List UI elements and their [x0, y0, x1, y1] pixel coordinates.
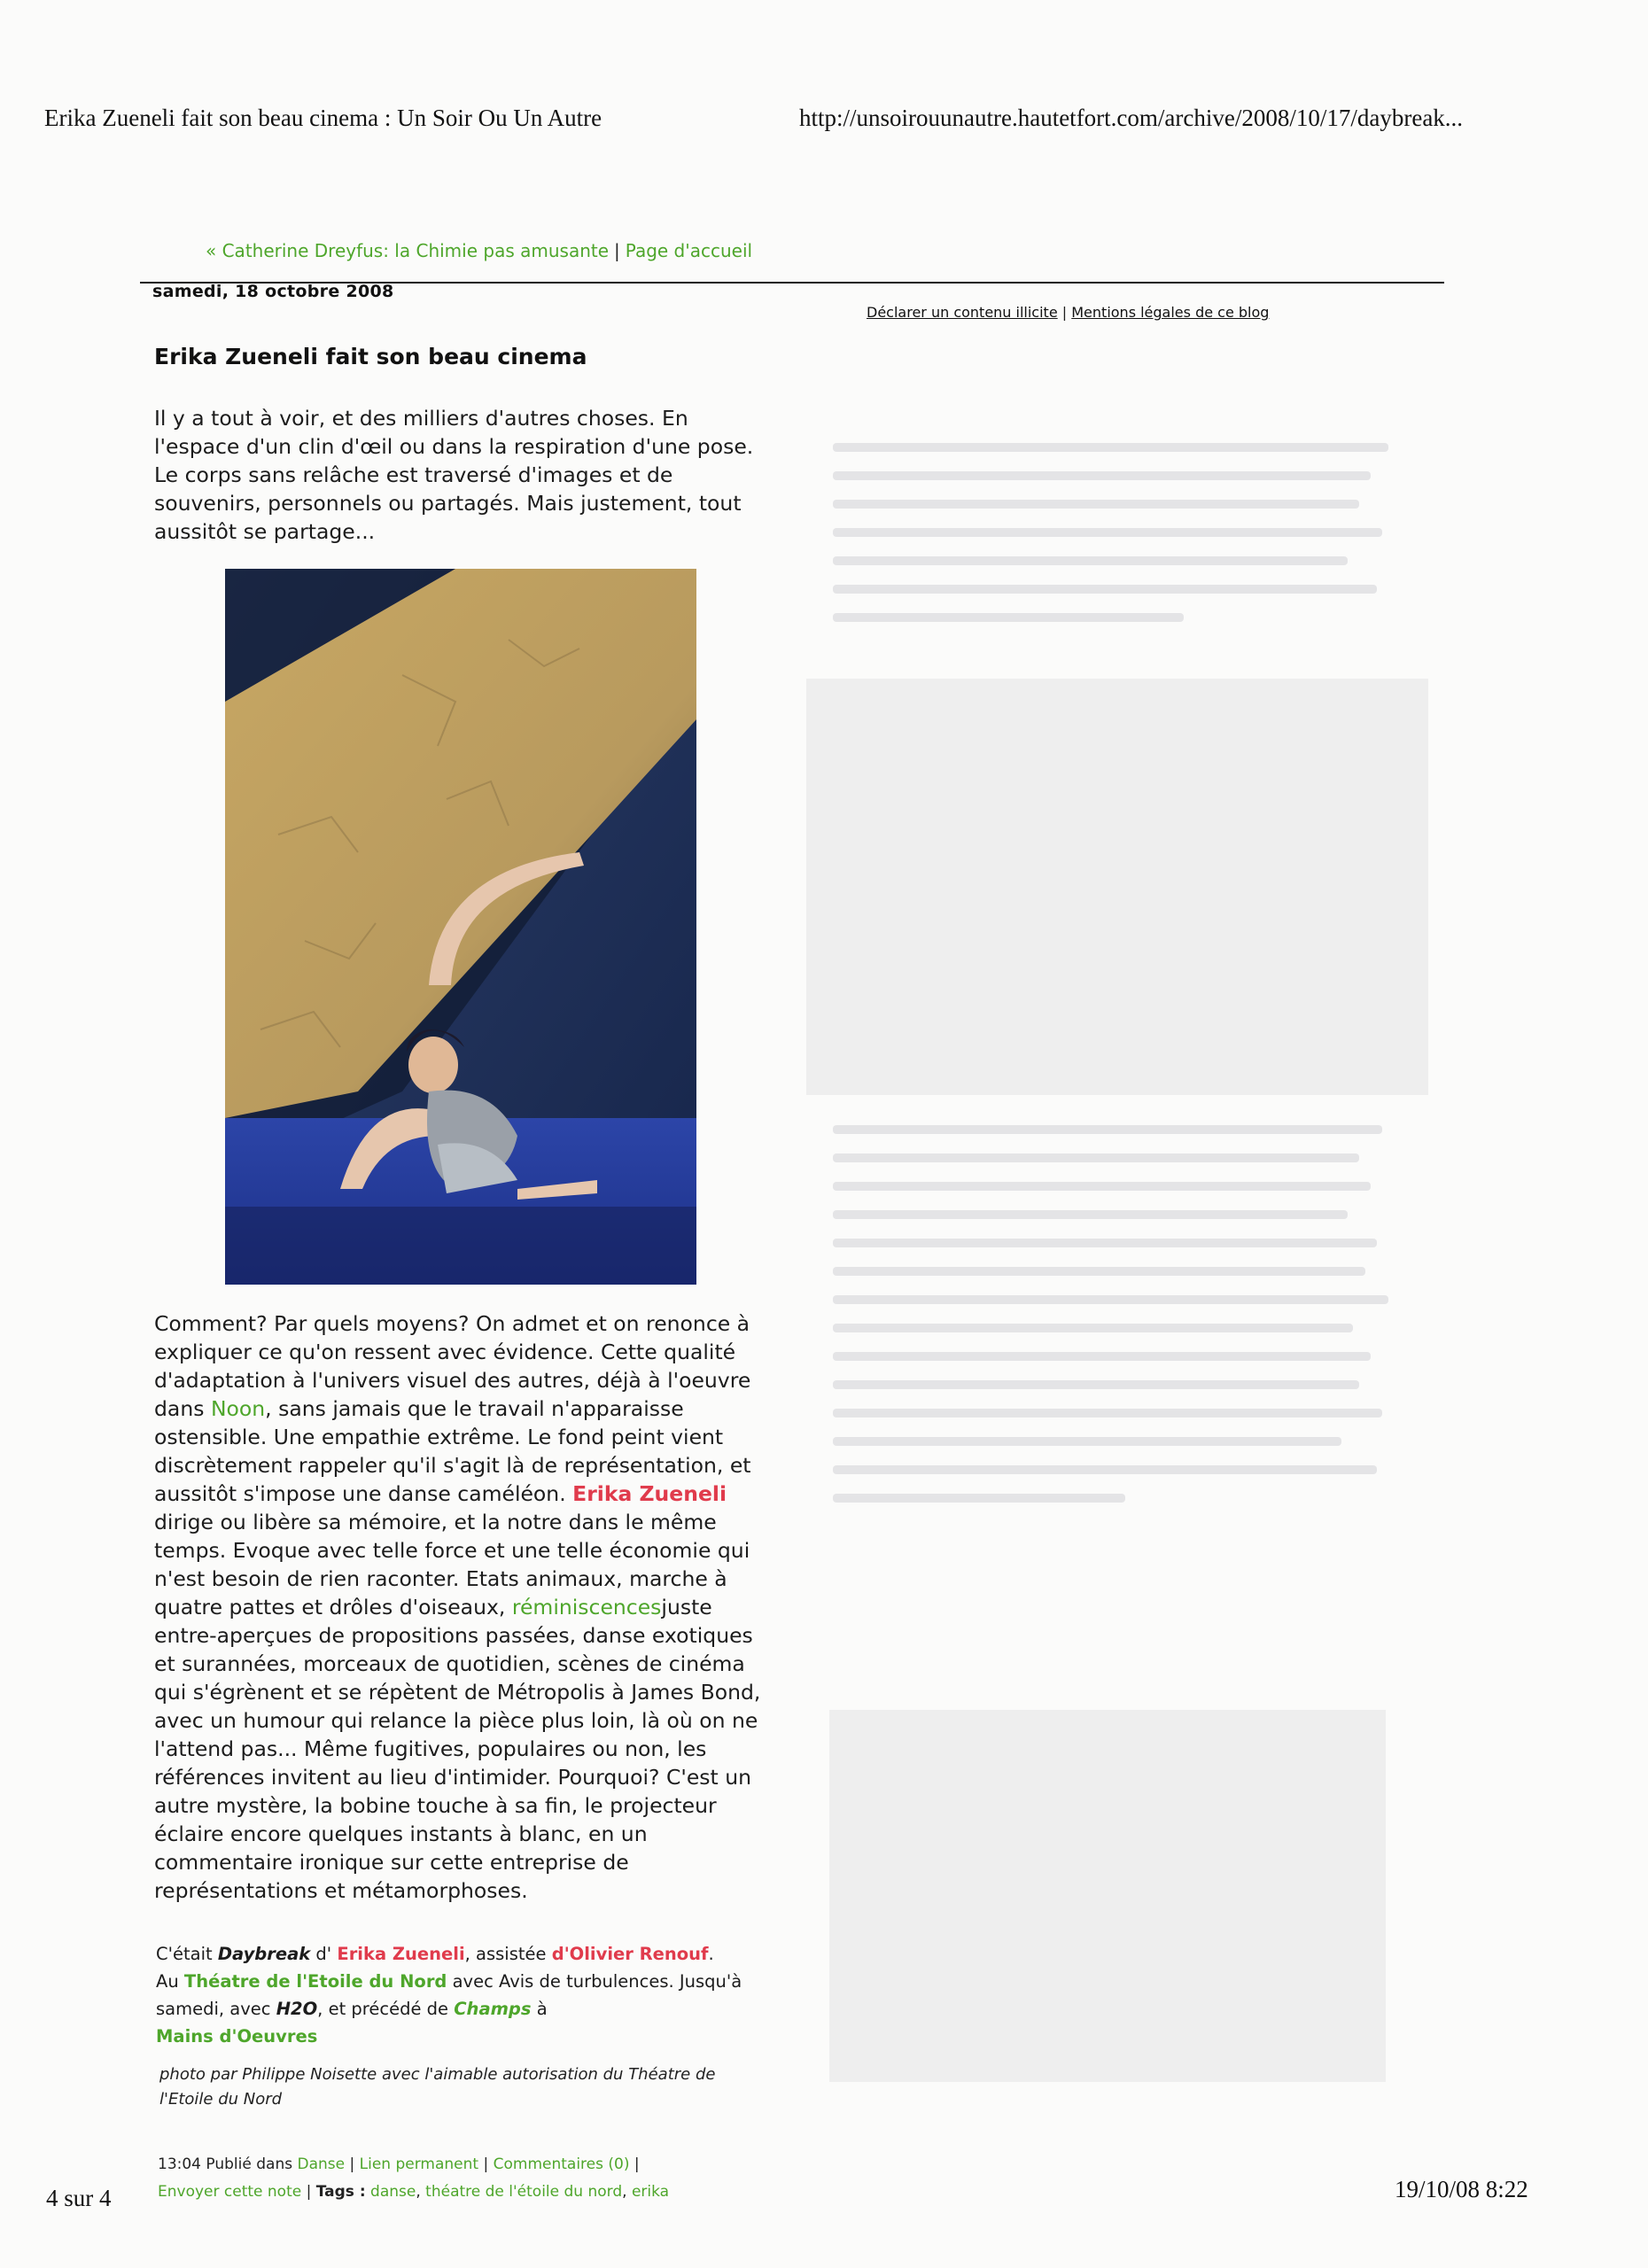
credits-text: avec Avis de turbulences. Jusqu'à samedi, avec	[156, 1971, 742, 2019]
credits-text: , et précédé de	[317, 1999, 455, 2019]
post-time: 13:04	[158, 2155, 201, 2173]
post-navigation	[206, 240, 752, 261]
reverse-side-bleed-text	[833, 443, 1418, 641]
h2o-title: H2O	[276, 1999, 318, 2019]
legal-separator: |	[1061, 304, 1068, 321]
published-label: Publié dans	[206, 2155, 293, 2173]
noon-link[interactable]: Noon	[210, 1396, 266, 1421]
body-text-3: dirige ou libère sa mémoire, et la notre dans le même temps. Evoque avec telle force et une telle économie qui n'est besoin de rien raconter. Etats animaux, marche à quatre pattes et drôles d'oiseaux,	[154, 1510, 750, 1619]
mains-doeuvres-link[interactable]: Mains d'Oeuvres	[156, 2026, 318, 2047]
credits-text: d'	[310, 1944, 338, 1964]
legal-links	[867, 304, 1269, 321]
reverse-side-image-ghost	[829, 1710, 1386, 2082]
olivier-renouf-link[interactable]: d'Olivier Renouf	[551, 1944, 709, 1964]
champs-link[interactable]	[454, 1999, 531, 2019]
credits-text: à	[531, 1999, 548, 2019]
reverse-side-image-ghost	[806, 679, 1428, 1095]
body-text-1: Comment? Par quels moyens? On admet et on renonce à expliquer ce qu'on ressent avec évidence. Cette qualité d'adaptation à l'univers visuel des autres, déjà à l'oeuvre dans	[154, 1311, 751, 1421]
post-date: samedi, 18 octobre 2008	[152, 282, 394, 301]
legal-mentions-link[interactable]: Mentions légales de ce blog	[1071, 304, 1270, 321]
credits-text: C'était	[156, 1944, 218, 1964]
print-page-url: http://unsoirouunautre.hautetfort.com/archive/2008/10/17/daybreak...	[799, 105, 1464, 131]
champs-title: Champs	[454, 1999, 532, 2019]
tag-danse-link[interactable]: danse	[370, 2183, 416, 2201]
post-title: Erika Zueneli fait son beau cinema	[154, 344, 587, 369]
tag-theatre-link[interactable]: théatre de l'étoile du nord	[425, 2183, 623, 2201]
tag-erika-link[interactable]: erika	[631, 2183, 670, 2201]
erika-zueneli-credit-link[interactable]: Erika Zueneli	[337, 1944, 465, 1964]
body-text-2: , sans jamais que le travail n'apparaisse ostensible. Une empathie extrême. Le fond peint vient discrètement rappeler qu'il s'agit là de représentation, et aussitôt s'impose une danse caméléon.	[154, 1396, 751, 1506]
erika-zueneli-link[interactable]: Erika Zueneli	[572, 1481, 727, 1506]
credits-text: .	[708, 1944, 714, 1964]
theatre-link[interactable]: Théatre de l'Etoile du Nord	[183, 1971, 447, 1992]
dancer-photo-image	[225, 569, 696, 1285]
reminiscences-link[interactable]: réminiscences	[511, 1595, 662, 1619]
permalink-link[interactable]: Lien permanent	[359, 2155, 479, 2173]
print-timestamp: 19/10/08 8:22	[1395, 2176, 1528, 2202]
reverse-side-bleed-text	[833, 1125, 1418, 1522]
footer-separator: |	[306, 2183, 312, 2201]
print-page-title: Erika Zueneli fait son beau cinema : Un Soir Ou Un Autre	[44, 105, 602, 131]
report-content-link[interactable]: Déclarer un contenu illicite	[867, 304, 1058, 321]
post-intro: Il y a tout à voir, et des milliers d'autres choses. En l'espace d'un clin d'œil ou dans la respiration d'une pose. Le corps sans relâche est traversé d'images et de souvenirs, personnels ou partagés. Mais justement, tout aussitôt se partage...	[154, 406, 754, 544]
daybreak-title: Daybreak	[217, 1944, 311, 1964]
post-body	[154, 1309, 774, 1905]
category-link[interactable]: Danse	[297, 2155, 346, 2173]
tags-label: Tags :	[315, 2183, 366, 2201]
footer-separator: |	[349, 2155, 355, 2173]
post-credits	[156, 1940, 776, 2050]
nav-separator: |	[614, 240, 620, 261]
previous-post-link[interactable]: « Catherine Dreyfus: la Chimie pas amusante	[206, 240, 610, 261]
credits-text: Au	[156, 1971, 184, 1992]
footer-separator: |	[634, 2155, 640, 2173]
body-text-4: juste entre-aperçues de propositions passées, danse exotiques et surannées, morceaux de quotidien, scènes de cinéma qui s'égrènent et se répètent de Métropolis à James Bond, avec un humour qui relance la pièce plus loin, là où on ne l'attend pas... Même fugitives, populaires ou non, les références invitent au lieu d'intimider. Pourquoi? C'est un autre mystère, la bobine touche à sa fin, le projecteur éclaire encore quelques instants à blanc, en un commentaire ironique sur cette entreprise de représentations et métamorphoses.	[154, 1595, 761, 1903]
footer-separator: |	[483, 2155, 489, 2173]
credits-text: , assistée	[464, 1944, 552, 1964]
dancer-photo	[225, 569, 696, 1285]
photo-caption: photo par Philippe Noisette avec l'aimable autorisation du Théatre de l'Etoile du Nord	[159, 2065, 716, 2109]
post-footer: 13:04 Publié dans Danse | Lien permanent | Commentaires (0) | Envoyer cette note | Tags : danse, théatre de l'étoile du nord, erika	[158, 2155, 670, 2201]
home-link[interactable]: Page d'accueil	[625, 240, 753, 261]
print-page-number: 4 sur 4	[46, 2185, 112, 2211]
comments-link[interactable]: Commentaires (0)	[493, 2155, 630, 2173]
send-note-link[interactable]: Envoyer cette note	[158, 2183, 302, 2201]
